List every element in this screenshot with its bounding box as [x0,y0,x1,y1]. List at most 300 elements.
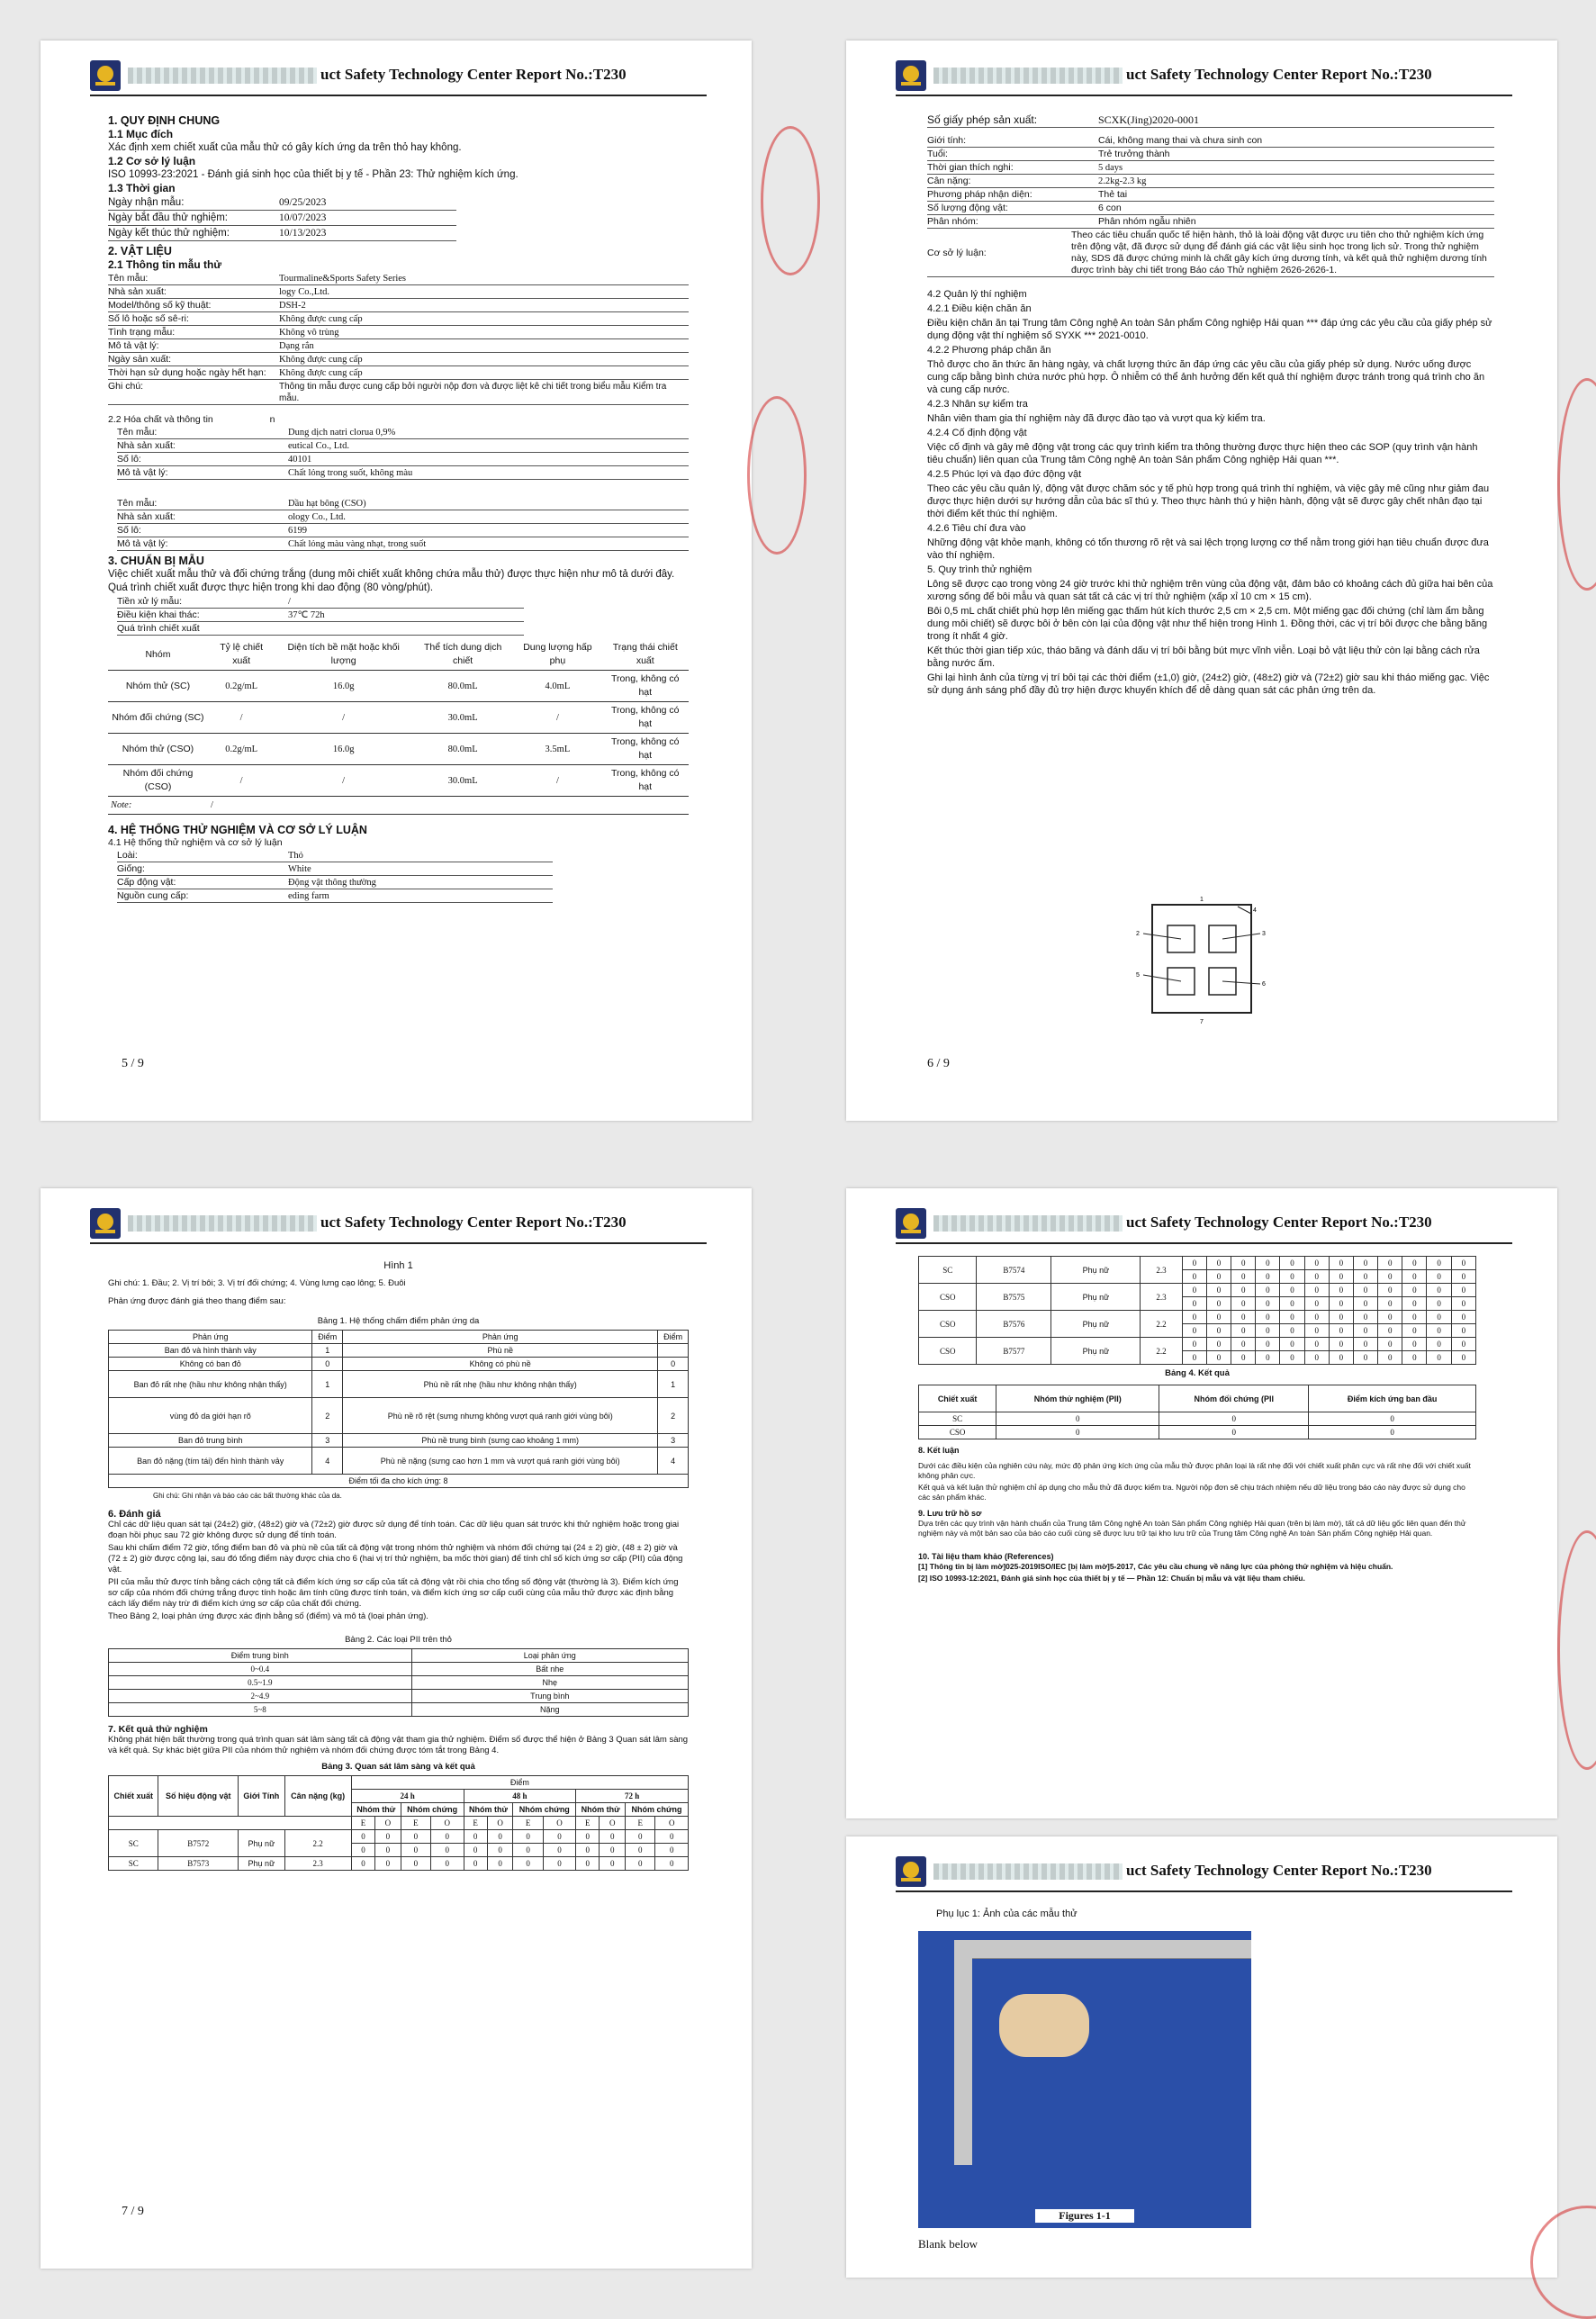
sample-row [108,354,689,366]
animal-row [927,162,1494,175]
reference-item: [1] Thông tin bị làm mờ]025-2019ISO/IEC [bị làm mờ]5-2017, Các yêu cầu chung về năng lực của phòng thử nghiệm và hiệu chuẩn. [918,1562,1393,1571]
report-title: uct Safety Technology Center Report No.:T230 [1126,1862,1432,1879]
redacted-org-name [933,68,1123,84]
score-cell: 0 [1304,1297,1329,1311]
score-cell: 0 [1353,1338,1377,1351]
score-cell: 0 [1378,1297,1402,1311]
table-row [108,734,689,765]
cell: 2 [312,1398,343,1434]
score-cell: 0 [1280,1324,1304,1338]
paragraph: 4.2.1 Điều kiện chăn ăn [927,303,1032,314]
paragraph: Những động vật khỏe mạnh, không có tổn thương rõ rệt và sai lệch trọng lượng cơ thể nằm trong giới hạn tiêu chuẩn được đưa vào thí nghiệm. [927,537,1489,561]
cell: SC [109,1857,158,1871]
chem-key: Mô tả vật lý: [117,467,168,478]
figure-label: 7 [1200,1019,1204,1025]
score-cell: 0 [626,1857,655,1871]
figure-label: 6 [1262,981,1266,988]
animal-row [117,890,553,903]
score-cell: 0 [1304,1257,1329,1270]
score-cell: 0 [1182,1324,1206,1338]
cell: 0 [1159,1426,1309,1439]
cell: O [375,1817,401,1830]
prep-value: / [288,597,291,607]
cell: 2.2 [1141,1311,1182,1338]
cell: 0 [1309,1426,1476,1439]
page-header [896,1854,1512,1892]
redacted-org-name [128,68,317,84]
score-cell: 0 [351,1844,374,1857]
prep-value: 37℃ 72h [288,610,325,620]
cell: Nhóm thử (SC) [125,680,191,691]
cell: E [401,1817,430,1830]
sample-value: Không được cung cấp [279,368,363,378]
results-table [918,1385,1476,1439]
cell: E [351,1817,374,1830]
score-cell: 0 [1427,1338,1451,1351]
cell: 0~0.4 [109,1663,412,1676]
sample-value: Dạng rắn [279,341,314,351]
cell: E [626,1817,655,1830]
cell: 16.0g [332,681,355,691]
cell: Phụ nữ [1051,1311,1141,1338]
section-3-title: 3. CHUẨN BỊ MẪU [108,555,204,567]
note-value: / [210,800,213,810]
score-cell: 0 [1451,1351,1475,1365]
table-row [919,1426,1476,1439]
sample-value: Không được cung cấp [279,314,363,324]
animal-key: Cấp động vật: [117,877,176,888]
section-1-3-title: 1.3 Thời gian [108,182,176,194]
score-cell: 0 [1427,1257,1451,1270]
cell: B7573 [158,1857,239,1871]
note-row [108,797,689,815]
cell: Trong, không có hạt [611,768,680,792]
cell: Phụ nữ [239,1830,284,1857]
animal-value: 6 con [1098,203,1122,213]
cell: E [576,1817,600,1830]
score-cell: 0 [1280,1338,1304,1351]
score-cell: 0 [543,1844,575,1857]
col-header: Dung lượng hấp phụ [523,642,592,666]
score-cell: 0 [1231,1297,1256,1311]
score-cell: 0 [1353,1270,1377,1284]
chem-value: Dầu hạt bông (CSO) [288,499,366,509]
col-header: Diện tích bề mặt hoặc khối lượng [287,642,400,666]
animal-key: Giống: [117,863,145,874]
score-cell: 0 [626,1830,655,1844]
score-cell: 0 [1231,1257,1256,1270]
score-cell: 0 [464,1857,487,1871]
section-2-2-title: 2.2 Hóa chất và thông tin [108,414,213,425]
animal-value: eding farm [288,891,329,901]
license-value: SCXK(Jing)2020-0001 [1098,113,1200,126]
animal-row [927,135,1494,148]
col-header: Nhóm thử [464,1803,513,1817]
score-cell: 0 [513,1857,543,1871]
col-header: Nhóm thử [351,1803,401,1817]
table-row [109,1830,689,1844]
score-cell: 0 [1256,1351,1280,1365]
cell: Phù nề [343,1344,658,1358]
chem-key: Tên mẫu: [117,427,158,438]
paragraph: 4.2.3 Nhân sự kiểm tra [927,399,1028,410]
paragraph: Sau khi chấm điểm 72 giờ, tổng điểm ban đỏ và phù nề của tất cả động vật trong nhóm thử nghiệm và nhóm đối chứng tại (24 ± 2) giờ, (48 ± 2) giờ và (72 ± 2) giờ được cộng lại, sau đó tổng điểm này được chia cho 6 (hai vị trí thử nghiệm, ba mốc thời gian) để tính chỉ số kích ứng sơ cấp (PII) của động vật. [108,1543,683,1575]
score-cell: 0 [1378,1284,1402,1297]
cell: 0 [1309,1412,1476,1426]
score-cell: 0 [1378,1351,1402,1365]
cell: 30.0mL [447,775,478,786]
cell: Ban đỏ trung bình [109,1434,312,1448]
basis-row [927,230,1494,277]
cell: 80.0mL [447,744,478,754]
time-key: Ngày kết thúc thử nghiệm: [108,228,230,239]
col-header: Nhóm chứng [401,1803,464,1817]
score-cell: 0 [375,1844,401,1857]
score-cell: 0 [464,1844,487,1857]
score-cell: 0 [1378,1257,1402,1270]
section-9-text: Dựa trên các quy trình vận hành chuẩn của Trung tâm Công nghệ An toàn Sản phẩm Công nghiệp Hải quan (trên bị làm mờ), tất cả dữ liệu gốc liên quan đến thử nghiệm này và một bản sao của báo cáo cuối cùng sẽ được lưu trữ tại kho lưu trữ của Trung tâm Công nghệ An toàn Sản phẩm Công nghiệp Hải quan. [918,1519,1466,1538]
animal-value: White [288,864,311,874]
score-cell: 0 [1231,1284,1256,1297]
sample-row [108,340,689,353]
section-8-text-2: Kết quả và kết luận thử nghiệm chỉ áp dụng cho mẫu thử đã được kiểm tra. Người nộp đơn sẽ chịu trách nhiệm nếu dữ liệu trong báo cáo này được sử dụng cho các sản phẩm khác. [918,1483,1465,1502]
time-value: 09/25/2023 [279,197,327,208]
animal-row [927,149,1494,161]
report-page-7 [41,1188,752,2269]
col-header: Giới Tính [239,1776,284,1817]
redacted-org-name [933,1863,1123,1880]
animal-key: Phương pháp nhận diện: [927,189,1032,200]
cell: 0 [996,1412,1159,1426]
paragraph: Thỏ được cho ăn thức ăn hàng ngày, và chất lượng thức ăn đáp ứng các yêu cầu của giấy phép sử dụng. Nước uống được cung cấp bằng bình chứa nước phù hợp. Ô nhiễm có thể ảnh hưởng đến kết quả thí nghiệm được tránh trong quá trình cho ăn và cung cấp nước. [927,359,1485,395]
cell: B7575 [977,1284,1051,1311]
animal-value: Trẻ trưởng thành [1098,149,1170,159]
score-cell: 0 [1256,1270,1280,1284]
table-row [919,1284,1476,1297]
sample-row [108,300,689,312]
cell: 0 [312,1358,343,1371]
col-header: Tỷ lệ chiết xuất [220,642,264,666]
score-cell: 0 [431,1830,464,1844]
figure-label: 5 [1136,972,1140,979]
sample-key: Ngày sản xuất: [108,354,172,365]
score-cell: 0 [1231,1324,1256,1338]
animal-value: Phân nhóm ngẫu nhiên [1098,216,1196,227]
chem-row [117,511,689,524]
sample-row [108,273,689,285]
cell: Không có phù nề [343,1358,658,1371]
cell: Trung bình [411,1690,688,1703]
cell: 3.5mL [545,744,571,754]
cell: Phù nề nặng (sưng cao hơn 1 mm và vượt quá ranh giới vùng bôi) [343,1448,658,1475]
table-row [109,1690,689,1703]
table-row [109,1663,689,1676]
score-cell: 0 [1329,1338,1353,1351]
cell: 0 [1159,1412,1309,1426]
table-row [109,1371,689,1398]
score-cell: 0 [1329,1270,1353,1284]
cell: Phụ nữ [1051,1284,1141,1311]
score-cell: 0 [401,1844,430,1857]
chem-value: ology Co., Ltd. [288,512,346,522]
table-row [109,1703,689,1717]
score-cell: 0 [1329,1257,1353,1270]
col-header: Loại phản ứng [411,1649,688,1663]
table-row [919,1257,1476,1270]
cell: Ban đỏ và hình thành vảy [109,1344,312,1358]
score-cell: 0 [1182,1338,1206,1351]
score-cell: 0 [1256,1284,1280,1297]
paragraph: PII của mẫu thử được tính bằng cách cộng tất cả điểm kích ứng sơ cấp của tất cả động vật rồi chia cho tổng số động vật (thường là 3). Điểm kích ứng sơ cấp của nhóm đối chứng trắng được tính hoặc âm tính cũng được tính toán, và điểm kích ứng sơ cấp cuối cùng của mẫu thử được xác định bằng cách lấy điểm này trừ đi điểm kích ứng sơ cấp của chất đối chứng. [108,1577,679,1609]
chem-row [117,538,689,551]
score-cell: 0 [1256,1311,1280,1324]
sample-key: Tình trạng mẫu: [108,327,176,338]
page-header [896,59,1512,96]
page-number: 5 / 9 [122,1057,144,1070]
cell: 0 [658,1358,689,1371]
ruler-vertical-icon [954,1940,972,2165]
paragraph: Theo các yêu cầu quản lý, động vật được chăm sóc y tế phù hợp trong quá trình thí nghiệm, và việc gây mê cũng như giảm đau được thực hiện dưới sự hướng dẫn của bác sĩ thú y. Theo thực hành thú y hiện hành, động vật sẽ được gây chết nhân đạo tại thời điểm kết thúc thí nghiệm. [927,483,1490,519]
paragraph: 4.2.5 Phúc lợi và đạo đức động vật [927,469,1082,480]
animal-key: Số lượng động vật: [927,203,1008,213]
paragraph: Ghi lại hình ảnh của từng vị trí bôi tại các thời điểm (±1,0) giờ, (24±2) giờ, (48±2) giờ và (72±2) giờ sau khi tháo miếng gạc. Việc sử dụng ánh sáng phổ đầy đủ trợ hiện được khuyến khích để dễ dàng quan sát các phản ứng trên da. [927,672,1490,696]
score-cell: 0 [1329,1297,1353,1311]
page-number: 7 / 9 [122,2205,144,2218]
table-2-title: Bảng 2. Các loại PII trên thỏ [345,1635,452,1645]
time-row [108,227,456,241]
logo-icon [90,60,121,91]
score-cell: 0 [655,1857,689,1871]
col-header: Thể tích dung dịch chiết [423,642,502,666]
sample-row [108,327,689,339]
col-header: Nhóm chứng [513,1803,576,1817]
score-cell: 0 [1427,1297,1451,1311]
score-cell: 0 [1231,1338,1256,1351]
score-cell: 0 [1206,1257,1231,1270]
note-label: Note: [111,800,132,810]
score-cell: 0 [487,1844,513,1857]
chem-value: eutical Co., Ltd. [288,441,349,451]
sample-value: DSH-2 [279,301,306,311]
table-row [919,1338,1476,1351]
score-cell: 0 [513,1830,543,1844]
cell: 2.2 [284,1830,351,1857]
time-row [108,212,456,226]
sample-key: Mô tả vật lý: [108,340,159,351]
scale-intro: Phản ứng được đánh giá theo thang điểm sau: [108,1296,286,1306]
col-header: Phản ứng [343,1331,658,1344]
report-title: uct Safety Technology Center Report No.:T230 [320,66,627,83]
cell: 0.2g/mL [225,744,258,754]
animal-value: Cái, không mang thai và chưa sinh con [1098,135,1263,146]
sample-key: Tên mẫu: [108,273,149,284]
extraction-table [108,639,689,815]
col-header: Phản ứng [109,1331,312,1344]
cell: Ban đỏ rất nhẹ (hầu như không nhận thấy) [109,1371,312,1398]
cell: 3 [658,1434,689,1448]
cell: / [239,775,243,786]
col-header: Điểm [351,1776,688,1790]
chem-row [117,440,689,453]
score-cell: 0 [464,1830,487,1844]
page-header [896,1206,1512,1244]
section-8-title: 8. Kết luận [918,1446,960,1455]
chem-key: Mô tả vật lý: [117,538,168,549]
score-cell: 0 [401,1857,430,1871]
col-header: Số hiệu động vật [158,1776,239,1817]
score-cell: 0 [1280,1351,1304,1365]
section-1-title: 1. QUY ĐỊNH CHUNG [108,114,221,127]
cell: CSO [919,1338,977,1365]
animal-row [927,189,1494,202]
score-cell: 0 [1378,1338,1402,1351]
score-cell: 0 [1256,1338,1280,1351]
section-4-title: 4. HỆ THỐNG THỬ NGHIỆM VÀ CƠ SỞ LÝ LUẬN [108,824,367,836]
sample-key: Thời hạn sử dụng hoặc ngày hết hạn: [108,367,266,378]
cell: CSO [919,1284,977,1311]
col-header: Điểm [658,1331,689,1344]
report-title: uct Safety Technology Center Report No.:T230 [1126,1214,1432,1231]
section-4-1-title: 4.1 Hệ thống thử nghiệm và cơ sở lý luận [108,837,283,848]
cell: Nặng [411,1703,688,1717]
score-cell: 0 [1427,1270,1451,1284]
score-cell: 0 [1256,1324,1280,1338]
score-cell: 0 [1182,1257,1206,1270]
cell: 80.0mL [447,681,478,691]
logo-icon [90,1208,121,1239]
cell: 2.3 [1141,1257,1182,1284]
basis-value: Theo các tiêu chuẩn quốc tế hiện hành, thỏ là loài động vật được ưu tiên cho thử nghiệm kích ứng trên động vật, đã được sử dụng để đánh giá các vật liệu sinh học trong lịch sử. Trong thử nghiệm này, SDS đã được chứng minh là chất gây kích ứng dương tính, và kết quả thử nghiệm dương tính được trình bày chi tiết trong Báo cáo Thử nghiệm 2626-2626-1. [1071,230,1487,275]
score-cell: 0 [576,1830,600,1844]
prep-value [288,623,524,635]
table-row [109,1358,689,1371]
prep-key: Tiền xử lý mẫu: [117,596,182,607]
score-cell: 0 [487,1830,513,1844]
score-cell: 0 [1280,1311,1304,1324]
report-title: uct Safety Technology Center Report No.:T230 [1126,66,1432,83]
sample-row [108,367,689,380]
table-row [109,1434,689,1448]
section-6-title: 6. Đánh giá [108,1509,161,1520]
table-row [108,765,689,797]
figure-note: Ghi chú: 1. Đầu; 2. Vị trí bôi; 3. Vị trí đối chứng; 4. Vùng lưng cạo lông; 5. Đuôi [108,1278,406,1288]
chem-value: Chất lỏng trong suốt, không màu [288,468,413,478]
score-cell: 0 [1206,1284,1231,1297]
score-cell: 0 [1353,1297,1377,1311]
section-1-1-title: 1.1 Mục đích [108,128,174,140]
time-row [108,196,456,211]
cell: O [431,1817,464,1830]
animal-row [117,850,553,862]
animal-row [117,877,553,889]
procedure-text [927,288,1494,697]
score-cell: 0 [1329,1311,1353,1324]
table-row [919,1412,1476,1426]
paragraph: 4.2.4 Cố định động vật [927,428,1027,438]
section-1-2-text: ISO 10993-23:2021 - Đánh giá sinh học của thiết bị y tế - Phần 23: Thử nghiệm kích ứng. [108,169,518,180]
paragraph: 4.2.2 Phương pháp chăn ăn [927,345,1051,356]
col-header: Điểm kích ứng ban đầu [1309,1385,1476,1412]
score-cell: 0 [626,1844,655,1857]
score-cell: 0 [351,1857,374,1871]
score-cell: 0 [1451,1338,1475,1351]
reference-item: [2] ISO 10993-12:2021, Đánh giá sinh học của thiết bị y tế — Phần 12: Chuẩn bị mẫu và vật liệu tham chiếu. [918,1574,1305,1583]
score-cell: 0 [1231,1311,1256,1324]
score-cell: 0 [1427,1351,1451,1365]
score-cell: 0 [1427,1311,1451,1324]
score-cell: 0 [1329,1324,1353,1338]
cell: 0.2g/mL [225,681,258,691]
cell: 2 [658,1398,689,1434]
sample-value: logy Co.,Ltd. [279,287,330,297]
score-cell: 0 [1256,1297,1280,1311]
score-cell: 0 [1353,1257,1377,1270]
col-header: 72 h [576,1790,689,1803]
cell: Ban đỏ nặng (tím tái) đến hình thành vảy [109,1448,312,1475]
score-cell: 0 [401,1830,430,1844]
col-header: Nhóm chứng [626,1803,689,1817]
score-cell: 0 [543,1830,575,1844]
report-title: uct Safety Technology Center Report No.:T230 [320,1214,627,1231]
score-cell: 0 [1280,1284,1304,1297]
figure-label: 1 [1200,897,1204,903]
section-7-title: 7. Kết quả thử nghiệm [108,1724,208,1735]
chem-row [117,525,689,537]
table-3-title: Bảng 3. Quan sát lâm sàng và kết quả [321,1762,475,1772]
cell: SC [109,1830,158,1857]
score-cell: 0 [655,1830,689,1844]
chem-key: Số lô: [117,454,141,465]
cell: Phụ nữ [239,1857,284,1871]
cell: Nhóm thử (CSO) [122,743,194,754]
ruler-icon [954,1940,1251,1959]
paragraph: Bôi 0,5 mL chất chiết phù hợp lên miếng gạc thấm hút kích thước 2,5 cm × 2,5 cm. Một miếng gạc đối chứng (chỉ làm ẩm bằng dung môi chiết) sẽ được bôi ở bên còn lại của động vật như thể hiện trong Hình 1. Đồng thời, các vị trí bôi được che bằng băng trong ít nhất 4 giờ. [927,606,1488,642]
cell: 4 [312,1448,343,1475]
cell: 1 [312,1371,343,1398]
score-cell: 0 [1427,1284,1451,1297]
score-cell: 0 [1304,1311,1329,1324]
score-cell: 0 [1304,1338,1329,1351]
logo-icon [896,1856,926,1887]
sample-value: Không được cung cấp [279,355,363,365]
cell: SC [919,1257,977,1284]
score-cell: 0 [1329,1351,1353,1365]
cell: 2.3 [1141,1284,1182,1311]
cell: B7577 [977,1338,1051,1365]
cell: CSO [919,1311,977,1338]
time-key: Ngày nhận mẫu: [108,197,185,208]
prep-row [117,596,524,609]
sample-key: Ghi chú: [108,381,144,392]
score-cell: 0 [576,1844,600,1857]
score-cell: 0 [1451,1311,1475,1324]
score-cell: 0 [1402,1284,1427,1297]
animal-value: 2.2kg-2.3 kg [1098,176,1147,186]
cell: Trong, không có hạt [611,736,680,761]
chem-key: Nhà sản xuất: [117,440,176,451]
animal-key: Giới tính: [927,135,967,146]
cell: Nhóm đối chứng (SC) [112,711,204,723]
score-cell: 0 [1451,1297,1475,1311]
cell: 2.3 [284,1857,351,1871]
score-cell: 0 [1451,1270,1475,1284]
cell: O [543,1817,575,1830]
chem-value: 40101 [288,455,312,465]
prep-row [117,623,524,636]
chem-value: 6199 [288,526,307,536]
chem-value: Chất lỏng màu vàng nhạt, trong suốt [288,539,427,549]
score-cell: 0 [1206,1351,1231,1365]
